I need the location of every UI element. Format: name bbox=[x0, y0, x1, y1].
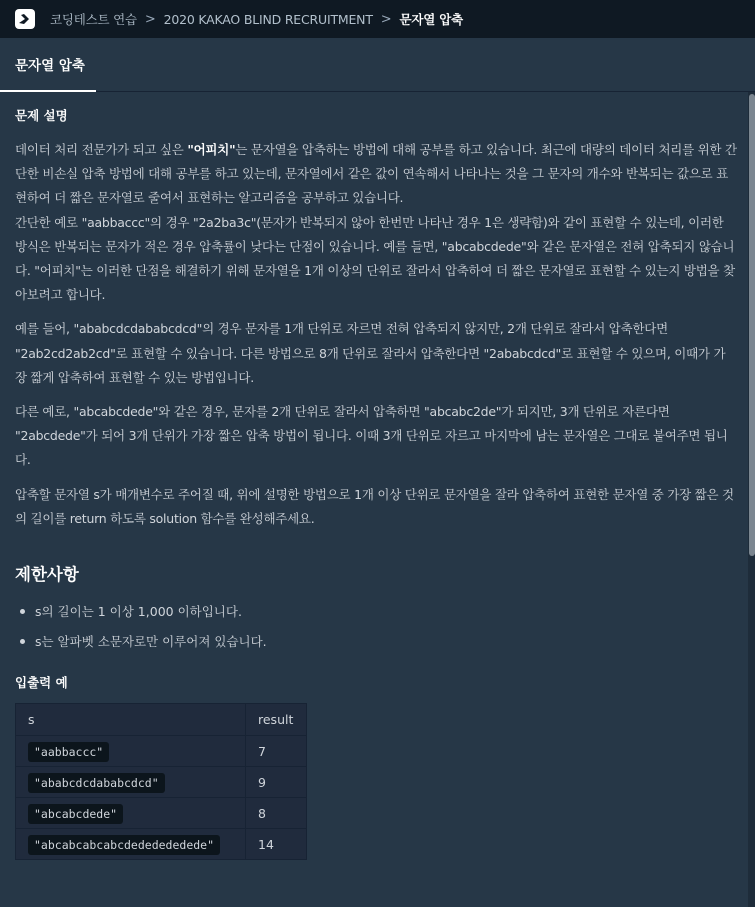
description-text: 데이터 처리 전문가가 되고 싶은 bbox=[15, 142, 188, 157]
cell-result: 8 bbox=[246, 798, 307, 829]
tab-bar bbox=[0, 40, 755, 92]
cell-s bbox=[16, 767, 246, 798]
table-row bbox=[16, 767, 307, 798]
problem-description-heading: 문제 설명 bbox=[15, 108, 68, 123]
breadcrumb-item-kakao[interactable]: 2020 KAKAO BLIND RECRUITMENT bbox=[163, 11, 373, 27]
top-navigation-bar bbox=[0, 0, 755, 38]
constraint-item bbox=[15, 597, 737, 627]
constraints-list bbox=[15, 597, 737, 657]
constraint-text: s의 길이는 1 이상 1,000 이하입니다. bbox=[35, 604, 242, 620]
cell-s bbox=[16, 736, 246, 767]
table-header-row bbox=[16, 704, 307, 736]
input-string: "aabbaccc" bbox=[28, 742, 109, 762]
bullet-icon bbox=[20, 609, 25, 614]
constraint-text: s는 알파벳 소문자로만 이루어져 있습니다. bbox=[35, 634, 267, 650]
chevron-right-icon: > bbox=[144, 11, 156, 27]
problem-content bbox=[15, 92, 737, 860]
cell-s bbox=[16, 798, 246, 829]
description-text: 는 문자열을 압축하는 방법에 대해 공부를 하고 있습니다. 최근에 대량의 데이터 처리를 위한 간단한 비손실 압축 방법에 대해 공부를 하고 있는데, 문자열에서 같은 값이 연속해서 나타나는 것을 그 문자의 개수와 반복되는 값으로 표현하여 더 짧은 문자열로 줄여서 표현하는 알고리즘을 공부하고 있습니다. bbox=[15, 142, 737, 206]
scrollbar-thumb[interactable] bbox=[749, 94, 755, 556]
description-paragraph-1 bbox=[15, 138, 737, 307]
table-row bbox=[16, 736, 307, 767]
io-example-heading: 입출력 예 bbox=[15, 675, 68, 691]
column-header-s: s bbox=[16, 704, 246, 736]
cell-result: 14 bbox=[246, 829, 307, 860]
constraints-heading: 제한사항 bbox=[15, 565, 79, 585]
breadcrumb-item-coding-test[interactable]: 코딩테스트 연습 bbox=[50, 12, 137, 27]
input-string: "abcabcdede" bbox=[28, 804, 123, 824]
column-header-result: result bbox=[246, 704, 307, 736]
input-string: "abcabcabcabcdededededede" bbox=[28, 835, 220, 855]
apeach-name: "어피치" bbox=[187, 142, 236, 157]
cell-result: 9 bbox=[246, 767, 307, 798]
chevron-right-icon: > bbox=[380, 11, 392, 27]
breadcrumb-current: 문자열 압축 bbox=[399, 12, 463, 27]
cell-result: 7 bbox=[246, 736, 307, 767]
input-string: "ababcdcdababcdcd" bbox=[28, 773, 165, 793]
breadcrumb bbox=[50, 0, 463, 38]
cell-s bbox=[16, 829, 246, 860]
tab-problem[interactable]: 문자열 압축 bbox=[15, 58, 85, 74]
description-paragraph-2: 예를 들어, "ababcdcdababcdcd"의 경우 문자를 1개 단위로 자르면 전혀 압축되지 않지만, 2개 단위로 잘라서 압축한다면 "2ab2cd2ab2cd"로 표현할 수 있습니다. 다른 방법으로 8개 단위로 잘라서 압축한다면 "2ababcdcd"로 표현할 수 있으며, 이때가 가장 짧게 압축하여 표현할 수 있는 방법입니다. bbox=[15, 321, 726, 385]
programmers-logo-icon[interactable] bbox=[15, 9, 35, 29]
io-example-table bbox=[15, 703, 307, 860]
description-paragraph-4: 압축할 문자열 s가 매개변수로 주어질 때, 위에 설명한 방법으로 1개 이상 단위로 문자열을 잘라 압축하여 표현한 문자열 중 가장 짧은 것의 길이를 return 하도록 solution 함수를 완성해주세요. bbox=[15, 486, 734, 526]
description-paragraph-3: 다른 예로, "abcabcdede"와 같은 경우, 문자를 2개 단위로 잘라서 압축하면 "abcabc2de"가 되지만, 3개 단위로 자른다면 "2abcdede"가 되어 3개 단위가 가장 짧은 압축 방법이 됩니다. 이때 3개 단위로 자르고 마지막에 남는 문자열은 그대로 붙여주면 됩니다. bbox=[15, 404, 728, 468]
problem-description bbox=[15, 138, 737, 531]
bullet-icon bbox=[20, 639, 25, 644]
table-row bbox=[16, 829, 307, 860]
constraint-item bbox=[15, 627, 737, 657]
description-text: 간단한 예로 "aabbaccc"의 경우 "2a2ba3c"(문자가 반복되지 않아 한번만 나타난 경우 1은 생략함)와 같이 표현할 수 있는데, 이러한 방식은 반복되는 문자가 적은 경우 압축률이 낮다는 단점이 있습니다. 예를 들면, "abcabcdede"와 같은 문자열은 전혀 압축되지 않습니다. "어피치"는 이러한 단점을 해결하기 위해 문자열을 1개 이상의 단위로 잘라서 압축하여 더 짧은 문자열로 표현할 수 있는지 방법을 찾아보려고 합니다. bbox=[15, 214, 735, 303]
table-row bbox=[16, 798, 307, 829]
